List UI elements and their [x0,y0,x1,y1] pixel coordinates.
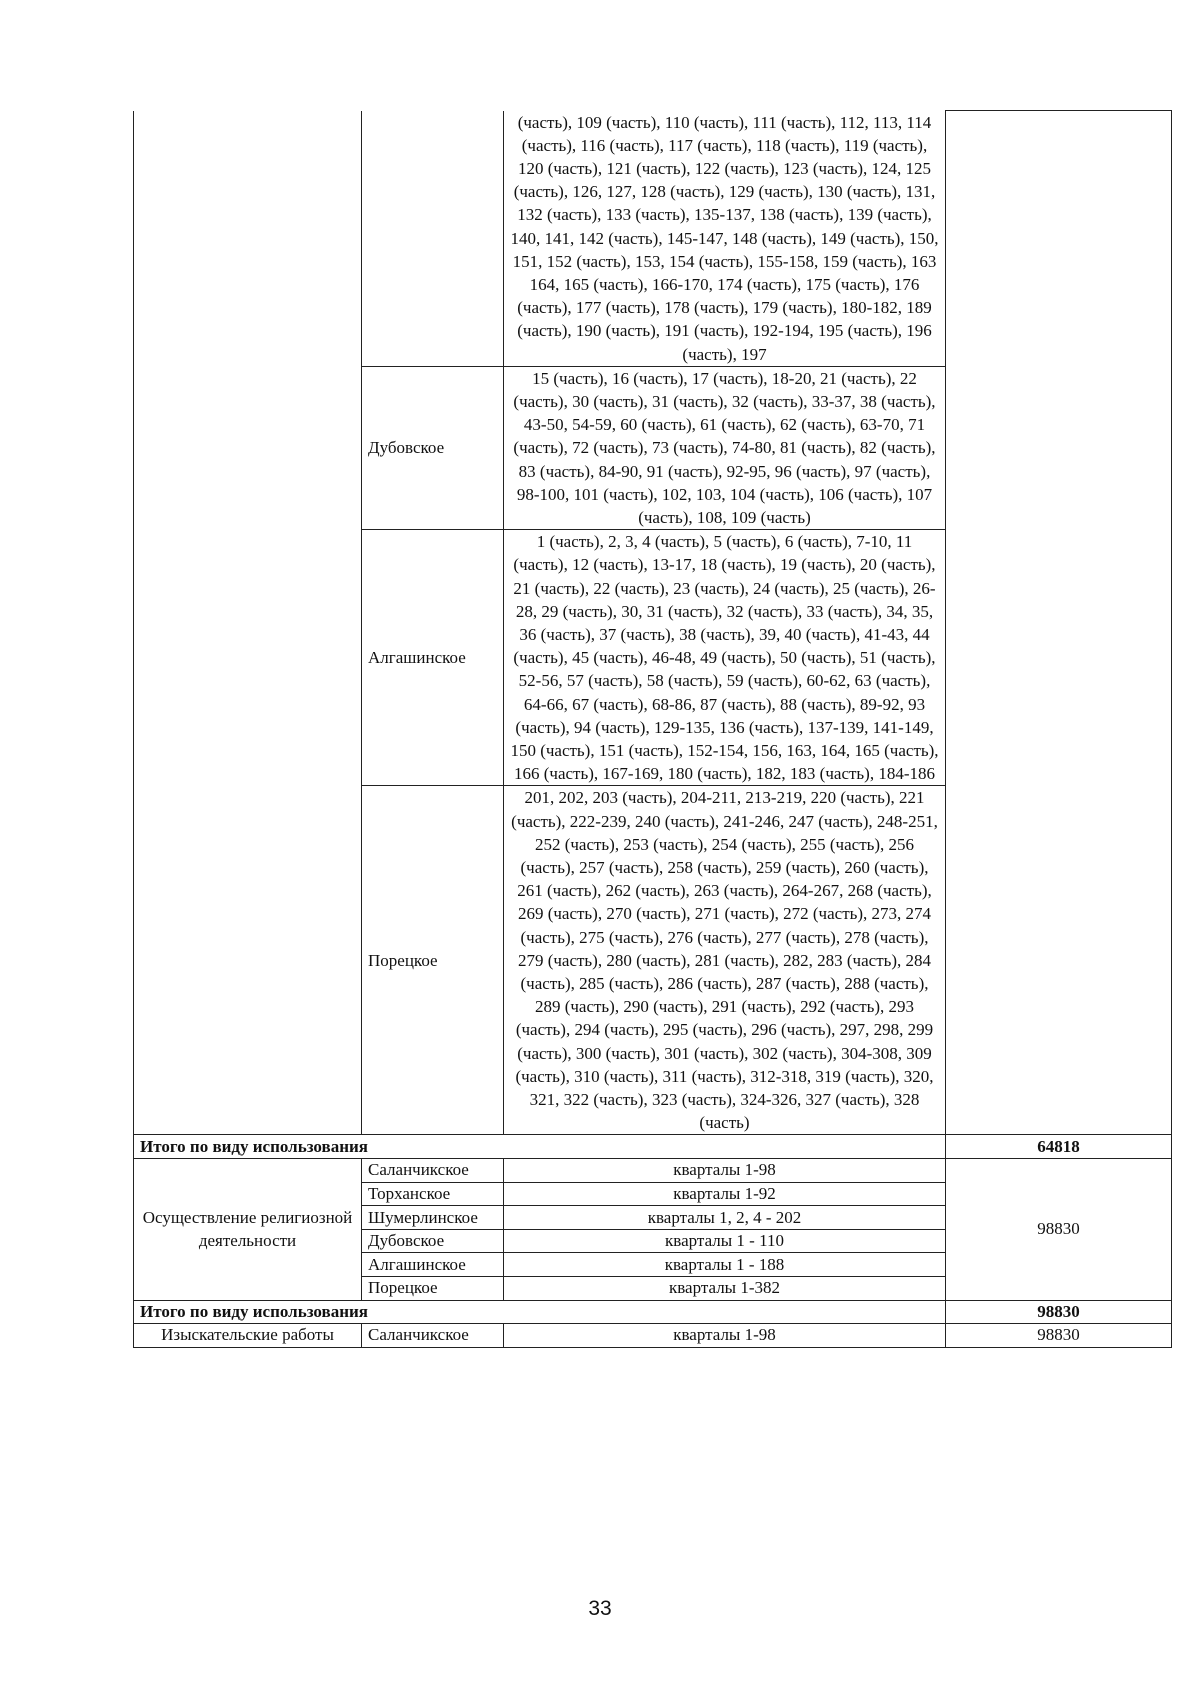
forestry-cell [362,111,504,367]
quarters-cell: (часть), 109 (часть), 110 (часть), 111 (часть), 112, 113, 114 (часть), 116 (часть), 117 (часть), 118 (часть), 119 (часть), 120 (часть), 121 (часть), 122 (часть), 123 (часть), 124, 125 (часть), 126, 127, 128 (часть), 129 (часть), 130 (часть), 131, 132 (часть), 133 (часть), 135-137, 138 (часть), 139 (часть), 140, 141, 142 (часть), 145-147, 148 (часть), 149 (часть), 150, 151, 152 (часть), 153, 154 (часть), 155-158, 159 (часть), 163 164, 165 (часть), 166-170, 174 (часть), 175 (часть), 176 (часть), 177 (часть), 178 (часть), 179 (часть), 180-182, 189 (часть), 190 (часть), 191 (часть), 192-194, 195 (часть), 196 (часть), 197 [504,111,946,367]
quarters-cell: кварталы 1-98 [504,1159,946,1183]
forestry-cell: Алгашинское [362,530,504,786]
quarters-cell: кварталы 1-98 [504,1324,946,1348]
quarters-cell: кварталы 1-382 [504,1277,946,1301]
forestry-cell: Торханское [362,1182,504,1206]
quarters-cell: кварталы 1 - 110 [504,1229,946,1253]
usage-type-cell: Осуществление религиозной деятельности [134,1159,362,1301]
page-number: 33 [588,1597,612,1620]
forestry-cell: Дубовское [362,1229,504,1253]
table-row [134,111,1172,367]
usage-type-cell: Изыскательские работы [134,1324,362,1348]
forestry-cell: Шумерлинское [362,1206,504,1230]
usage-type-cell [134,111,362,1135]
table-row [134,1159,1172,1183]
total-label: Итого по виду использования [134,1300,946,1324]
quarters-cell: 15 (часть), 16 (часть), 17 (часть), 18-20, 21 (часть), 22 (часть), 30 (часть), 31 (часть), 32 (часть), 33-37, 38 (часть), 43-50, 54-59, 60 (часть), 61 (часть), 62 (часть), 63-70, 71 (часть), 72 (часть), 73 (часть), 74-80, 81 (часть), 82 (часть), 83 (часть), 84-90, 91 (часть), 92-95, 96 (часть), 97 (часть), 98-100, 101 (часть), 102, 103, 104 (часть), 106 (часть), 107 (часть), 108, 109 (часть) [504,366,946,529]
total-value: 64818 [946,1135,1172,1159]
total-label: Итого по виду использования [134,1135,946,1159]
quarters-cell: кварталы 1, 2, 4 - 202 [504,1206,946,1230]
quarters-cell: 1 (часть), 2, 3, 4 (часть), 5 (часть), 6 (часть), 7-10, 11 (часть), 12 (часть), 13-17, 18 (часть), 19 (часть), 20 (часть), 21 (часть), 22 (часть), 23 (часть), 24 (часть), 25 (часть), 26-28, 29 (часть), 30, 31 (часть), 32 (часть), 33 (часть), 34, 35, 36 (часть), 37 (часть), 38 (часть), 39, 40 (часть), 41-43, 44 (часть), 45 (часть), 46-48, 49 (часть), 50 (часть), 51 (часть), 52-56, 57 (часть), 58 (часть), 59 (часть), 60-62, 63 (часть), 64-66, 67 (часть), 68-86, 87 (часть), 88 (часть), 89-92, 93 (часть), 94 (часть), 129-135, 136 (часть), 137-139, 141-149, 150 (часть), 151 (часть), 152-154, 156, 163, 164, 165 (часть), 166 (часть), 167-169, 180 (часть), 182, 183 (часть), 184-186 [504,530,946,786]
forestry-cell: Дубовское [362,366,504,529]
total-value: 98830 [946,1300,1172,1324]
quarters-cell: кварталы 1 - 188 [504,1253,946,1277]
area-cell [946,111,1172,1135]
area-cell: 98830 [946,1324,1172,1348]
forestry-cell: Саланчикское [362,1159,504,1183]
table-row [134,1324,1172,1348]
forest-usage-table [133,110,1172,1348]
forestry-cell: Порецкое [362,786,504,1135]
total-row [134,1135,1172,1159]
area-cell: 98830 [946,1159,1172,1301]
quarters-cell: 201, 202, 203 (часть), 204-211, 213-219, 220 (часть), 221 (часть), 222-239, 240 (часть), 241-246, 247 (часть), 248-251, 252 (часть), 253 (часть), 254 (часть), 255 (часть), 256 (часть), 257 (часть), 258 (часть), 259 (часть), 260 (часть), 261 (часть), 262 (часть), 263 (часть), 264-267, 268 (часть), 269 (часть), 270 (часть), 271 (часть), 272 (часть), 273, 274 (часть), 275 (часть), 276 (часть), 277 (часть), 278 (часть), 279 (часть), 280 (часть), 281 (часть), 282, 283 (часть), 284 (часть), 285 (часть), 286 (часть), 287 (часть), 288 (часть), 289 (часть), 290 (часть), 291 (часть), 292 (часть), 293 (часть), 294 (часть), 295 (часть), 296 (часть), 297, 298, 299 (часть), 300 (часть), 301 (часть), 302 (часть), 304-308, 309 (часть), 310 (часть), 311 (часть), 312-318, 319 (часть), 320, 321, 322 (часть), 323 (часть), 324-326, 327 (часть), 328 (часть) [504,786,946,1135]
forestry-cell: Порецкое [362,1277,504,1301]
quarters-cell: кварталы 1-92 [504,1182,946,1206]
forestry-cell: Саланчикское [362,1324,504,1348]
total-row [134,1300,1172,1324]
forestry-cell: Алгашинское [362,1253,504,1277]
